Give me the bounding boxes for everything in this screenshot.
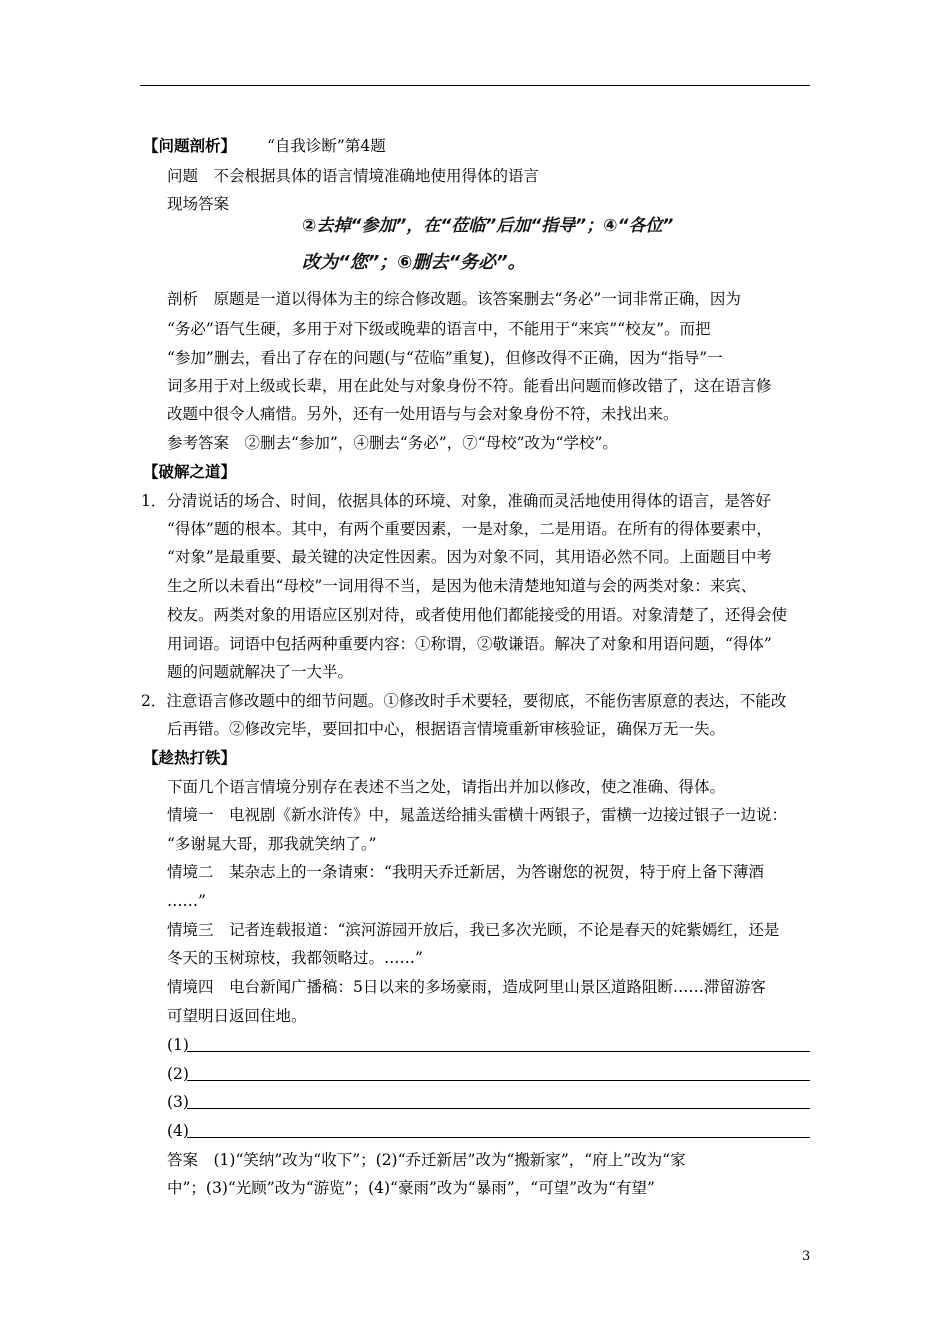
scenario-3-line-1: 情境三 记者连载报道：“滨河游园开放后，我已多次光顾，不论是春天的姹紫嫣红，还是 [167,921,780,939]
section-heading-analysis: 【问题剖析】 [143,136,237,155]
method-item-1-line-2: “得体”题的根本。其中，有两个重要因素，一是对象，二是用语。在所有的得体要素中， [167,520,772,538]
practice-intro: 下面几个语言情境分别存在表述不当之处，请指出并加以修改，使之准确、得体。 [167,778,726,796]
problem-statement: 问题 不会根据具体的语言情境准确地使用得体的语言 [167,167,540,185]
analysis-line-2: “务必”语气生硬，多用于对下级或晚辈的语言中，不能用于“来宾”“校友”。而把 [167,320,711,338]
analysis-line-1: 剖析 原题是一道以得体为主的综合修改题。该答案删去“务必”一词非常正确，因为 [167,290,741,308]
analysis-line-4: 词多用于对上级或长辈，用在此处与对象身份不符。能看出问题而修改错了，这在语言修 [167,377,772,395]
scenario-4-line-1: 情境四 电台新闻广播稿：5日以来的多场豪雨，造成阿里山景区道路阻断……滞留游客 [167,978,766,996]
method-item-2-line-1: 2．注意语言修改题中的细节问题。①修改时手术要轻，要彻底，不能伤害原意的表达，不能改 [141,692,787,710]
analysis-line-5: 改题中很令人痛惜。另外，还有一处用语与与会对象身份不符，未找出来。 [167,405,679,423]
handwriting-line-2: 改为“您”；⑥删去“务必”。 [302,252,526,273]
method-item-1-line-7: 题的问题就解决了一大半。 [167,663,354,681]
answer-blank-4[interactable] [187,1137,810,1138]
scenario-2-line-1: 情境二 某杂志上的一条请柬：“我明天乔迁新居，为答谢您的祝贺，特于府上备下薄酒 [167,863,764,881]
answer-blank-1[interactable] [187,1051,810,1052]
scenario-1-line-2: “多谢晁大哥，那我就笑纳了。” [167,835,377,853]
handwritten-answer-image [300,204,680,276]
method-item-1-line-4: 生之所以未看出“母校”一词用得不当，是因为他未清楚地知道与会的两类对象：来宾、 [167,577,757,595]
method-item-1-line-6: 用词语。词语中包括两种重要内容：①称谓，②敬谦语。解决了对象和用语问题，“得体” [167,635,772,653]
answer-line-1: 答案 (1)“笑纳”改为“收下”；(2)“乔迁新居”改为“搬新家”，“府上”改为“家 [167,1151,686,1169]
scenario-4-line-2: 可望明日返回住地。 [167,1007,307,1025]
page-number: 3 [802,1249,811,1264]
question-reference: “自我诊断”第4题 [267,137,386,155]
reference-answer: 参考答案 ②删去“参加”，④删去“务必”，⑦“母校”改为“学校”。 [167,434,618,452]
answer-blank-2[interactable] [187,1080,810,1081]
section-heading-practice: 【趁热打铁】 [143,748,237,767]
answer-line-2: 中”；(3)“光顾”改为“游览”；(4)“豪雨”改为“暴雨”，“可望”改为“有望” [167,1179,655,1197]
method-item-2-line-2: 后再错。②修改完毕，要回扣中心，根据语言情境重新审核验证，确保万无一失。 [167,720,726,738]
method-item-1-line-5: 校友。两类对象的用语应区别对待，或者使用他们都能接受的用语。对象清楚了，还得会使 [167,606,788,624]
blank-label-3: (3) [167,1093,189,1111]
answer-blank-3[interactable] [187,1108,810,1109]
section-heading-method: 【破解之道】 [143,462,237,481]
blank-label-1: (1) [167,1036,189,1054]
scenario-1-line-1: 情境一 电视剧《新水浒传》中，晁盖送给捕头雷横十两银子，雷横一边接过银子一边说： [167,806,788,824]
header-rule [140,85,810,86]
handwriting-line-1: ②去掉“参加”，在“莅临”后加“指导”；④“各位” [302,216,674,236]
analysis-line-3: “参加”删去，看出了存在的问题(与“莅临”重复)，但修改得不正确，因为“指导”一 [167,349,723,367]
method-item-1-line-1: 1．分清说话的场合、时间，依据具体的环境、对象，准确而灵活地使用得体的语言，是答好 [141,492,771,510]
scenario-3-line-2: 冬天的玉树琼枝，我都领略过。……” [167,949,423,967]
blank-label-4: (4) [167,1122,189,1140]
method-item-1-line-3: “对象”是最重要、最关键的决定性因素。因为对象不同，其用语必然不同。上面题目中考 [167,548,772,566]
blank-label-2: (2) [167,1065,189,1083]
live-answer-label: 现场答案 [167,195,230,213]
scenario-2-line-2: ……” [167,892,206,910]
